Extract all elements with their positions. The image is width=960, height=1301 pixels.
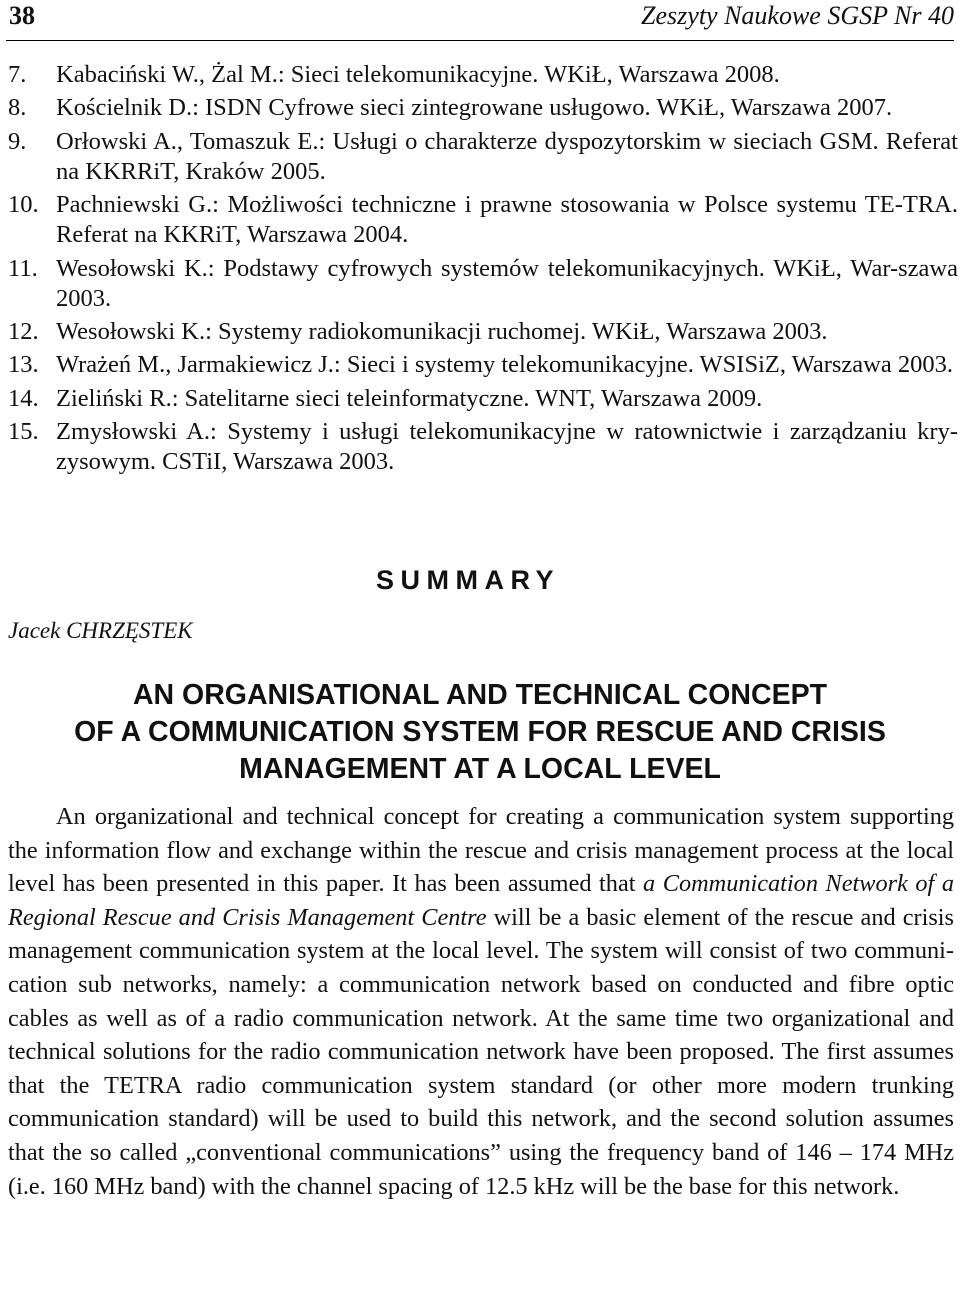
abstract-paragraph xyxy=(8,800,954,1203)
abstract-emphasis: a Communication Network of a Regional Rescue and Crisis Management Centre xyxy=(8,870,954,931)
reference-list xyxy=(8,60,958,481)
title-line: OF A COMMUNICATION SYSTEM FOR RESCUE AND CRISIS xyxy=(74,716,886,748)
reference-text: Wrażeń M., Jarmakiewicz J.: Sieci i systemy telekomunikacyjne. WSISiZ, Warszawa 2003. xyxy=(56,351,953,379)
reference-text: Zieliński R.: Satelitarne sieci teleinformatyczne. WNT, Warszawa 2009. xyxy=(56,384,763,412)
title-line: AN ORGANISATIONAL AND TECHNICAL CONCEPT xyxy=(132,679,828,711)
reference-number: 9. xyxy=(8,127,27,155)
reference-item xyxy=(8,190,958,250)
reference-item xyxy=(8,417,958,477)
reference-number: 7. xyxy=(8,61,27,88)
author-name: Jacek CHRZĘSTEK xyxy=(8,618,193,643)
reference-number: 11. xyxy=(8,254,38,282)
reference-item xyxy=(8,127,958,187)
abstract-text: An organizational and technical concept for creating a communication system supporting the information flow and exchange within the rescue and crisis management process at the local level has been presented in this paper. It has been assumed that xyxy=(8,803,954,898)
summary-heading: SUMMARY xyxy=(376,565,560,595)
reference-text: Orłowski A., Tomaszuk E.: Usługi o charakterze dyspozytorskim w sieciach GSM. Referat na KKRRiT, Kraków 2005. xyxy=(56,127,958,185)
reference-item xyxy=(8,93,958,123)
reference-text: Zmysłowski A.: Systemy i usługi telekomunikacyjne w ratownictwie i zarządzaniu kry-zysowym. CSTiI, Warszawa 2003. xyxy=(56,418,958,476)
paper-title xyxy=(0,677,960,788)
reference-item xyxy=(8,317,958,347)
title-line: MANAGEMENT AT A LOCAL LEVEL xyxy=(239,753,721,785)
reference-number: 12. xyxy=(8,317,39,345)
reference-number: 8. xyxy=(8,94,27,122)
reference-number: 10. xyxy=(8,191,39,219)
abstract-text: will be a basic element of the rescue and crisis management communication system at the local level. The system will consist of two communi-cation sub networks, namely: a communication network based on conducted and fibre optic cables as well as of a radio communication network. At the same time two organizational and technical solutions for the radio communication network have been proposed. The first assumes that the TETRA radio communication system standard (or other more modern trunking communication standard) will be used to build this network, and the second solution assumes that the so called „conventional communications” using the frequency band of 146 – 174 MHz (i.e. 160 MHz band) with the channel spacing of 12.5 kHz will be the base for this network. xyxy=(8,903,954,1200)
reference-item xyxy=(8,254,958,314)
reference-text: Wesołowski K.: Podstawy cyfrowych systemów telekomunikacyjnych. WKiŁ, War-szawa 2003. xyxy=(56,254,958,312)
reference-item xyxy=(8,60,958,90)
reference-item xyxy=(8,384,958,414)
reference-number: 13. xyxy=(8,351,39,379)
reference-number: 14. xyxy=(8,384,39,412)
reference-number: 15. xyxy=(8,418,39,446)
reference-text: Kabaciński W., Żal M.: Sieci telekomunikacyjne. WKiŁ, Warszawa 2008. xyxy=(56,61,780,88)
page-header xyxy=(6,0,954,41)
journal-title: Zeszyty Naukowe SGSP Nr 40 xyxy=(641,1,954,30)
reference-text: Pachniewski G.: Możliwości techniczne i prawne stosowania w Polsce systemu TE-TRA. Referat na KKRiT, Warszawa 2004. xyxy=(56,191,958,249)
reference-item xyxy=(8,350,958,380)
page-number: 38 xyxy=(9,1,35,30)
reference-text: Wesołowski K.: Systemy radiokomunikacji ruchomej. WKiŁ, Warszawa 2003. xyxy=(56,317,828,345)
reference-text: Kościelnik D.: ISDN Cyfrowe sieci zintegrowane usługowo. WKiŁ, Warszawa 2007. xyxy=(56,94,893,122)
